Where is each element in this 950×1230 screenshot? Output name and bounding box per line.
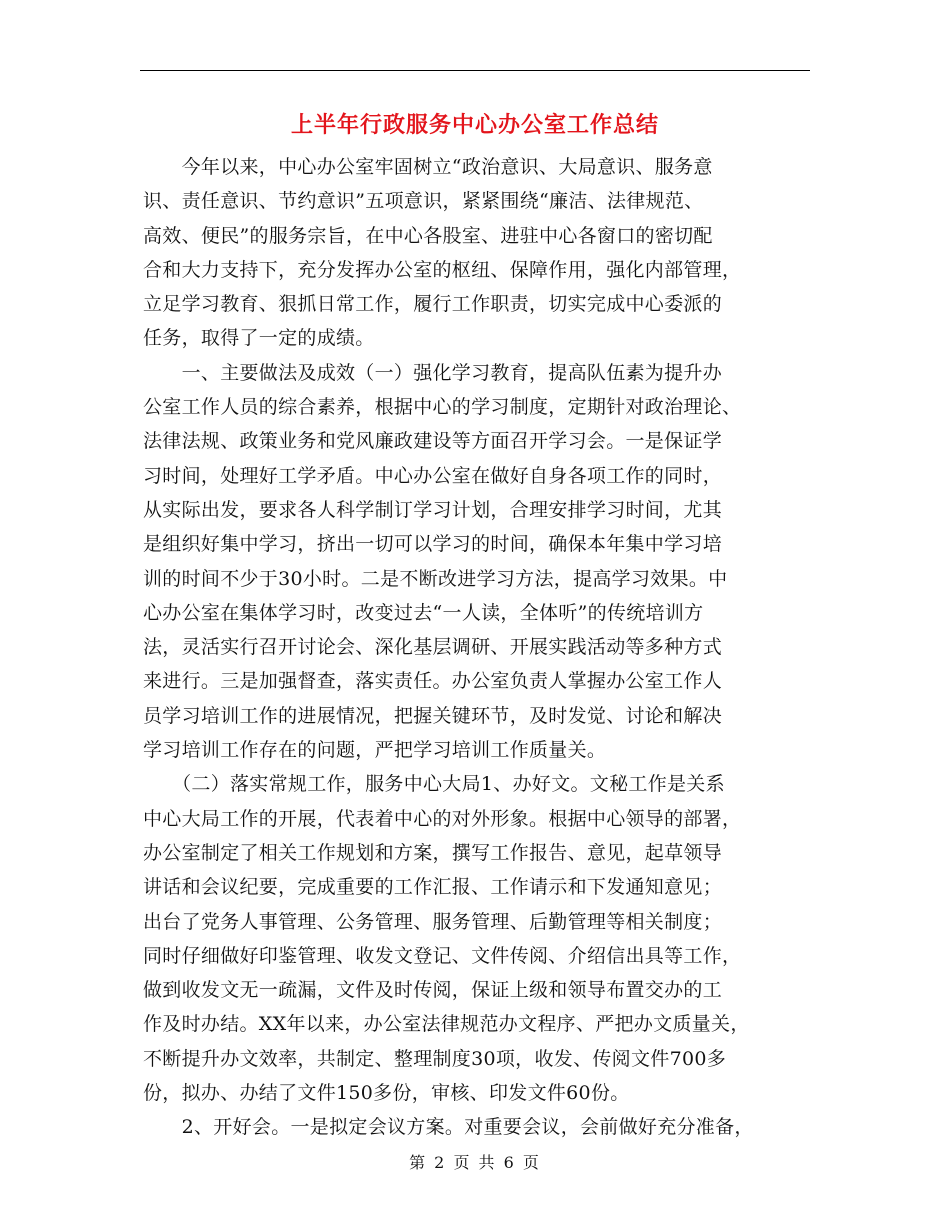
body-line: 今年以来，中心办公室牢固树立“政治意识、大局意识、服务意	[143, 156, 713, 178]
body-line: 2、开好会。一是拟定会议方案。对重要会议，会前做好充分准备，	[143, 1116, 754, 1139]
body-line: 员学习培训工作的进展情况，把握关键环节，及时发觉、讨论和解决	[143, 704, 723, 727]
body-line: 从实际出发，要求各人科学制订学习计划，合理安排学习时间，尤其	[143, 498, 723, 521]
body-line: 份，拟办、办结了文件150多份，审核、印发文件60份。	[143, 1082, 630, 1105]
body-line: 法律法规、政策业务和党风廉政建设等方面召开学习会。一是保证学	[143, 430, 723, 453]
body-line: 做到收发文无一疏漏，文件及时传阅，保证上级和领导布置交办的工	[143, 979, 723, 1002]
body-line: 同时仔细做好印鉴管理、收发文登记、文件传阅、介绍信出具等工作，	[143, 944, 742, 967]
header-rule	[140, 70, 810, 71]
body-line: （二）落实常规工作，服务中心大局1、办好文。文秘工作是关系	[143, 773, 725, 796]
body-line: 出台了党务人事管理、公务管理、服务管理、后勤管理等相关制度；	[143, 910, 723, 933]
body-line: 训的时间不少于30小时。二是不断改进学习方法，提高学习效果。中	[143, 567, 728, 590]
body-line: 识、责任意识、节约意识”五项意识，紧紧围绕“廉洁、法律规范、	[143, 190, 704, 213]
body-line: 作及时办结。XX年以来，办公室法律规范办文程序、严把办文质量关，	[143, 1013, 750, 1036]
body-line: 立足学习教育、狠抓日常工作，履行工作职责，切实完成中心委派的	[143, 293, 723, 316]
body-line: 合和大力支持下，充分发挥办公室的枢纽、保障作用，强化内部管理，	[143, 258, 742, 281]
body-line: 是组织好集中学习，挤出一切可以学习的时间，确保本年集中学习培	[143, 533, 723, 556]
body-line: 中心大局工作的开展，代表着中心的对外形象。根据中心领导的部署，	[143, 807, 742, 830]
body-line: 来进行。三是加强督查，落实责任。办公室负责人掌握办公室工作人	[143, 670, 723, 693]
document-title: 上半年行政服务中心办公室工作总结	[290, 113, 659, 138]
body-line: 习时间，处理好工学矛盾。中心办公室在做好自身各项工作的同时，	[143, 464, 723, 487]
body-line: 公室工作人员的综合素养，根据中心的学习制度，定期针对政治理论、	[143, 396, 742, 419]
body-line: 法，灵活实行召开讨论会、深化基层调研、开展实践活动等多种方式	[143, 636, 723, 659]
document-body	[143, 150, 813, 1145]
body-line: 任务，取得了一定的成绩。	[143, 327, 375, 350]
body-line: 办公室制定了相关工作规划和方案，撰写工作报告、意见，起草领导	[143, 841, 723, 864]
body-line: 学习培训工作存在的问题，严把学习培训工作质量关。	[143, 739, 607, 762]
body-line: 讲话和会议纪要，完成重要的工作汇报、工作请示和下发通知意见；	[143, 876, 723, 899]
body-line: 高效、便民”的服务宗旨，在中心各股室、进驻中心各窗口的密切配	[143, 224, 713, 247]
page-number: 第 2 页 共 6 页	[409, 1153, 541, 1172]
body-line: 心办公室在集体学习时，改变过去“一人读，全体听”的传统培训方	[143, 601, 704, 624]
body-line: 不断提升办文效率，共制定、整理制度30项，收发、传阅文件700多	[143, 1047, 727, 1070]
body-line: 一、主要做法及成效（一）强化学习教育，提高队伍素为提升办	[143, 361, 723, 384]
